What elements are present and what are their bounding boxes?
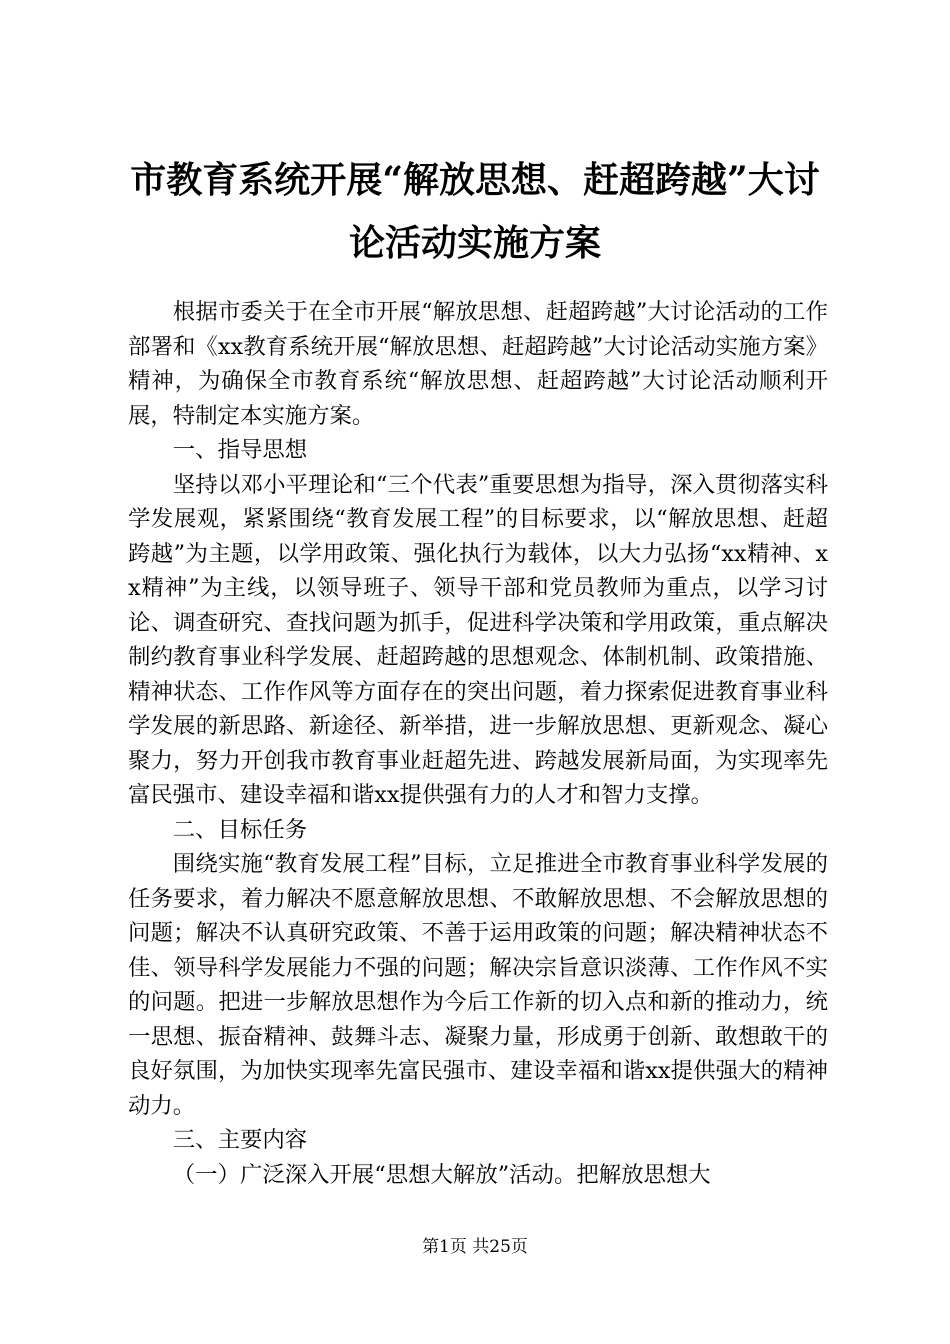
document-body (128, 295, 828, 1192)
section-heading-main-content: 三、主要内容 (172, 1127, 308, 1153)
intro-paragraph: 根据市委关于在全市开展“解放思想、赶超跨越”大讨论活动的工作部署和《xx教育系统开展“解放思想、赶超跨越”大讨论活动实施方案》精神，为确保全市教育系统“解放思想、赶超跨越”大讨论活动顺利开展，特制定本实施方案。 (128, 299, 828, 429)
document-title-line-1: 市教育系统开展“解放思想、赶超跨越”大讨 (130, 159, 820, 201)
page-footer-indicator: 第1页 共25页 (422, 1237, 528, 1257)
section-paragraph-guiding-ideology: 坚持以邓小平理论和“三个代表”重要思想为指导，深入贯彻落实科学发展观，紧紧围绕“教育发展工程”的目标要求，以“解放思想、赶超跨越”为主题，以学用政策、强化执行为载体，以大力弘扬“xx精神、xx精神”为主线，以领导班子、领导干部和党员教师为重点，以学习讨论、调查研究、查找问题为抓手，促进科学决策和学用政策，重点解决制约教育事业科学发展、赶超跨越的思想观念、体制机制、政策措施、精神状态、工作作风等方面存在的突出问题，着力探索促进教育事业科学发展的新思路、新途径、新举措，进一步解放思想、更新观念、凝心聚力，努力开创我市教育事业赶超先进、跨越发展新局面，为实现率先富民强市、建设幸福和谐xx提供强有力的人才和智力支撑。 (128, 471, 828, 808)
subsection-heading: （一）广泛深入开展“思想大解放”活动。把解放思想大 (172, 1161, 711, 1188)
document-title-line-2: 论活动实施方案 (348, 222, 601, 264)
section-heading-goals-tasks: 二、目标任务 (172, 816, 308, 843)
section-heading-guiding-ideology: 一、指导思想 (172, 437, 308, 463)
section-paragraph-goals-tasks: 围绕实施“教育发展工程”目标，立足推进全市教育事业科学发展的任务要求，着力解决不愿意解放思想、不敢解放思想、不会解放思想的问题；解决不认真研究政策、不善于运用政策的问题；解决精神状态不佳、领导科学发展能力不强的问题；解决宗旨意识淡薄、工作作风不实的问题。把进一步解放思想作为今后工作新的切入点和新的推动力，统一思想、振奋精神、鼓舞斗志、凝聚力量，形成勇于创新、敢想敢干的良好氛围，为加快实现率先富民强市、建设幸福和谐xx提供强大的精神动力。 (128, 851, 828, 1119)
